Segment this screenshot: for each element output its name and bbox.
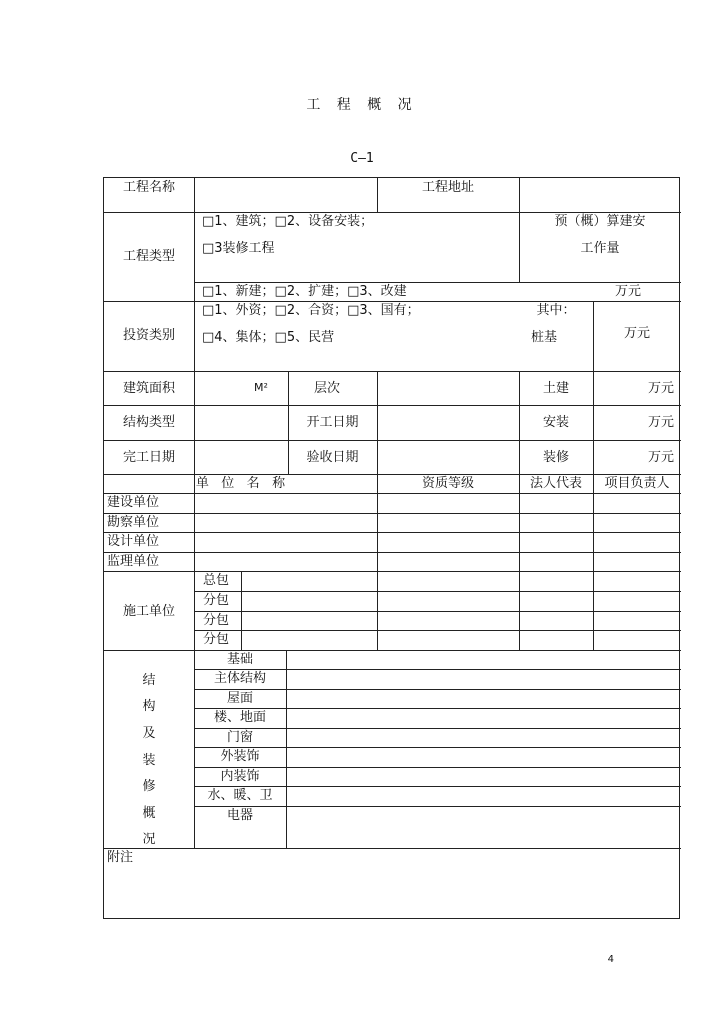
unit-name-header: 单 位 名 称 xyxy=(195,476,286,491)
square-meter-unit: M² xyxy=(254,381,268,394)
completion-date-label: 完工日期 xyxy=(122,450,175,465)
budget-label-line1: 预（概）算建安 xyxy=(554,214,646,229)
general-contract-label: 总包 xyxy=(203,573,230,588)
structure-section-char-2: 构 xyxy=(142,699,156,714)
decoration-unit: 万元 xyxy=(647,450,674,465)
electrical-label: 电器 xyxy=(226,808,253,823)
structure-section-char-3: 及 xyxy=(142,726,156,741)
budget-label-line2: 工作量 xyxy=(580,241,620,256)
subcontract-label-3: 分包 xyxy=(203,632,230,647)
start-date-label: 开工日期 xyxy=(306,415,359,430)
page-title: 工 程 概 况 xyxy=(306,97,418,113)
among-label: 其中： xyxy=(536,303,576,318)
project-type-options-1: □1、建筑；□2、设备安装； xyxy=(202,214,374,229)
supervision-unit-label: 监理单位 xyxy=(107,554,160,569)
remarks-label: 附注 xyxy=(107,850,134,865)
structure-section-char-1: 结 xyxy=(142,673,156,688)
civil-unit: 万元 xyxy=(647,381,674,396)
main-structure-label: 主体结构 xyxy=(213,671,266,686)
water-heating-sanitary-label: 水、暖、卫 xyxy=(207,788,273,803)
pile-foundation-label: 桩基 xyxy=(531,330,558,345)
construction-unit-label: 建设单位 xyxy=(107,495,160,510)
qualification-header: 资质等级 xyxy=(421,476,474,491)
invest-type-label: 投资类别 xyxy=(122,328,175,343)
form-code: C—1 xyxy=(350,151,374,166)
exterior-decoration-label: 外装饰 xyxy=(220,749,260,764)
roof-label: 屋面 xyxy=(226,691,253,706)
contractor-unit-label: 施工单位 xyxy=(122,604,175,619)
acceptance-date-label: 验收日期 xyxy=(306,450,359,465)
budget-unit: 万元 xyxy=(615,284,642,299)
foundation-label: 基础 xyxy=(226,652,253,667)
structure-type-label: 结构类型 xyxy=(122,415,175,430)
install-unit: 万元 xyxy=(647,415,674,430)
doors-windows-label: 门窗 xyxy=(226,730,253,745)
project-name-label: 工程名称 xyxy=(122,180,175,195)
install-label: 安装 xyxy=(542,415,569,430)
project-type-options-2: □3装修工程 xyxy=(202,241,275,256)
civil-label: 土建 xyxy=(542,381,569,396)
invest-options-1: □1、外资；□2、合资；□3、国有； xyxy=(202,303,420,318)
pile-foundation-unit: 万元 xyxy=(623,326,650,341)
interior-decoration-label: 内装饰 xyxy=(220,769,260,784)
build-type-options: □1、新建；□2、扩建；□3、改建 xyxy=(202,284,407,299)
structure-section-char-5: 修 xyxy=(142,779,156,794)
page-number: 4 xyxy=(607,954,614,965)
project-address-label: 工程地址 xyxy=(421,180,474,195)
subcontract-label-1: 分包 xyxy=(203,593,230,608)
structure-section-char-4: 装 xyxy=(142,753,156,768)
decoration-label: 装修 xyxy=(542,450,569,465)
structure-section-char-7: 况 xyxy=(142,832,156,847)
invest-options-2: □4、集体；□5、民营 xyxy=(202,330,335,345)
design-unit-label: 设计单位 xyxy=(107,534,160,549)
structure-section-char-6: 概 xyxy=(142,806,156,821)
project-type-label: 工程类型 xyxy=(122,249,175,264)
subcontract-label-2: 分包 xyxy=(203,613,230,628)
floors-label: 层次 xyxy=(314,381,341,396)
project-overview-table xyxy=(103,177,680,919)
project-manager-header: 项目负责人 xyxy=(604,476,670,491)
survey-unit-label: 勘察单位 xyxy=(107,515,160,530)
floor-area-label: 建筑面积 xyxy=(122,381,175,396)
legal-rep-header: 法人代表 xyxy=(529,476,582,491)
floor-ground-label: 楼、地面 xyxy=(213,710,266,725)
